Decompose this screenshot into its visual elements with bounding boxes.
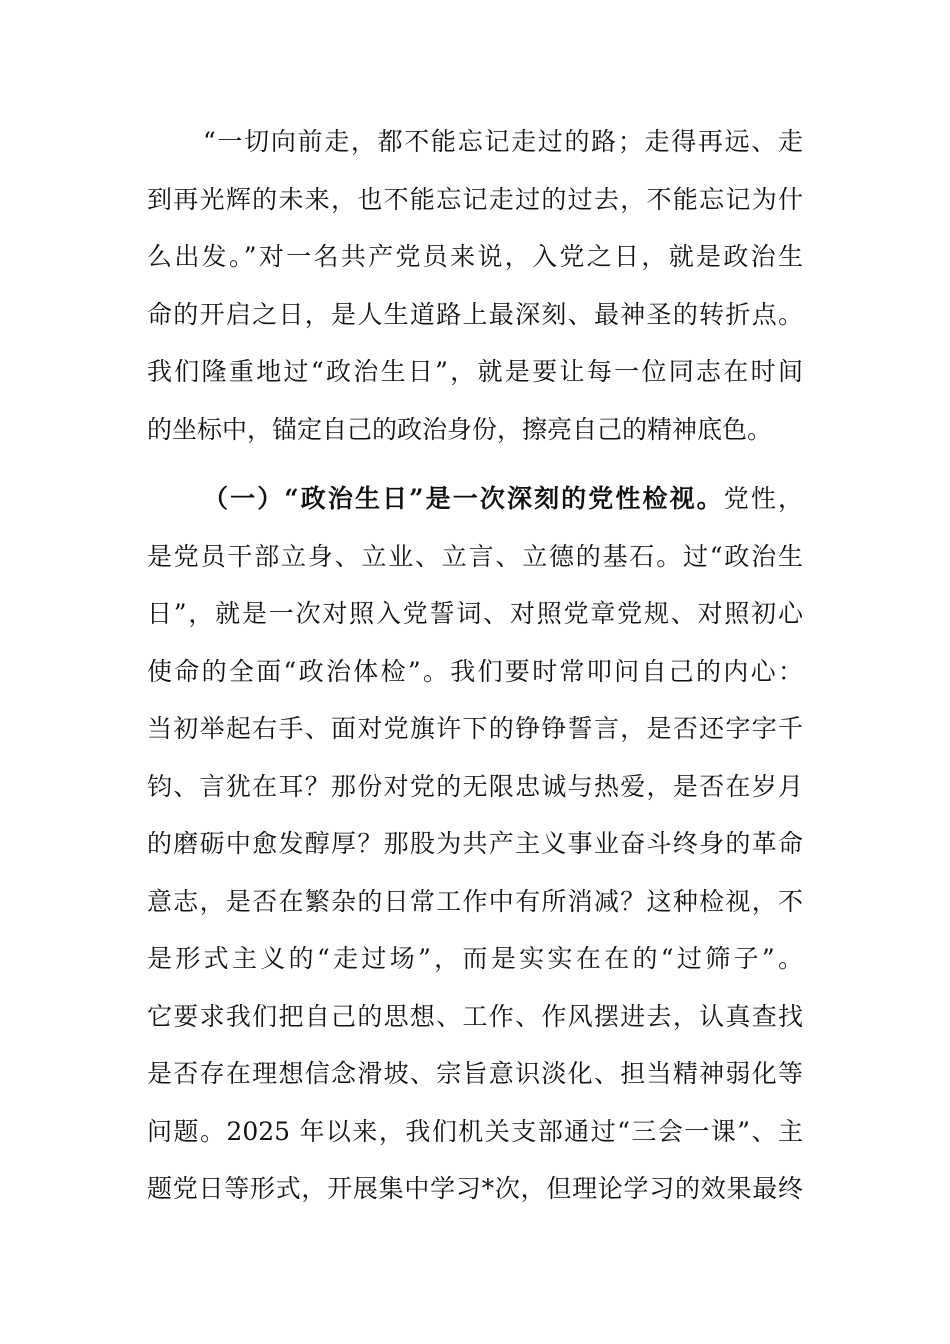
paragraph-section-one — [147, 470, 803, 1218]
text-line: 意志，是否在繁杂的日常工作中有所消减？这种检视，不 — [147, 886, 803, 916]
text-line: 的磨砺中愈发醇厚？那股为共产主义事业奋斗终身的革命 — [147, 829, 803, 858]
text-line: 的坐标中，锚定自己的政治身份，擦亮自己的精神底色。 — [147, 414, 773, 444]
text-line: 日”，就是一次对照入党誓词、对照党章党规、对照初心 — [147, 599, 803, 628]
text-line: 到再光辉的未来，也不能忘记走过的过去，不能忘记为什 — [147, 184, 803, 214]
heading-line-continuation: 党性， — [723, 484, 803, 513]
text-line: 当初举起右手、面对党旗许下的铮铮誓言，是否还字字千 — [147, 714, 803, 743]
text-line: 命的开启之日，是人生道路上最深刻、最神圣的转折点。 — [147, 299, 803, 329]
text-line: 我们隆重地过“政治生日”，就是要让每一位同志在时间 — [147, 357, 803, 386]
text-line: 是形式主义的“走过场”，而是实实在在的“过筛子”。 — [147, 944, 803, 973]
text-line: 问题。2025 年以来，我们机关支部通过“三会一课”、主 — [147, 1116, 803, 1146]
text-line: 么出发。”对一名共产党员来说，入党之日，就是政治生 — [147, 242, 803, 271]
text-line: “一切向前走，都不能忘记走过的路；走得再远、走 — [203, 127, 803, 156]
paragraph-intro — [147, 113, 803, 458]
text-line: 题党日等形式，开展集中学习*次，但理论学习的效果最终 — [147, 1174, 803, 1203]
section-heading-line — [147, 470, 803, 528]
section-heading: （一）“政治生日”是一次深刻的党性检视。 — [203, 484, 724, 513]
text-line: 是党员干部立身、立业、立言、立德的基石。过“政治生 — [147, 541, 803, 571]
text-line: 它要求我们把自己的思想、工作、作风摆进去，认真查找 — [147, 1001, 803, 1031]
text-line: 使命的全面“政治体检”。我们要时常叩问自己的内心： — [147, 656, 803, 686]
text-line: 钧、言犹在耳？那份对党的无限忠诚与热爱，是否在岁月 — [147, 771, 803, 801]
text-line: 是否存在理想信念滑坡、宗旨意识淡化、担当精神弱化等 — [147, 1059, 803, 1088]
